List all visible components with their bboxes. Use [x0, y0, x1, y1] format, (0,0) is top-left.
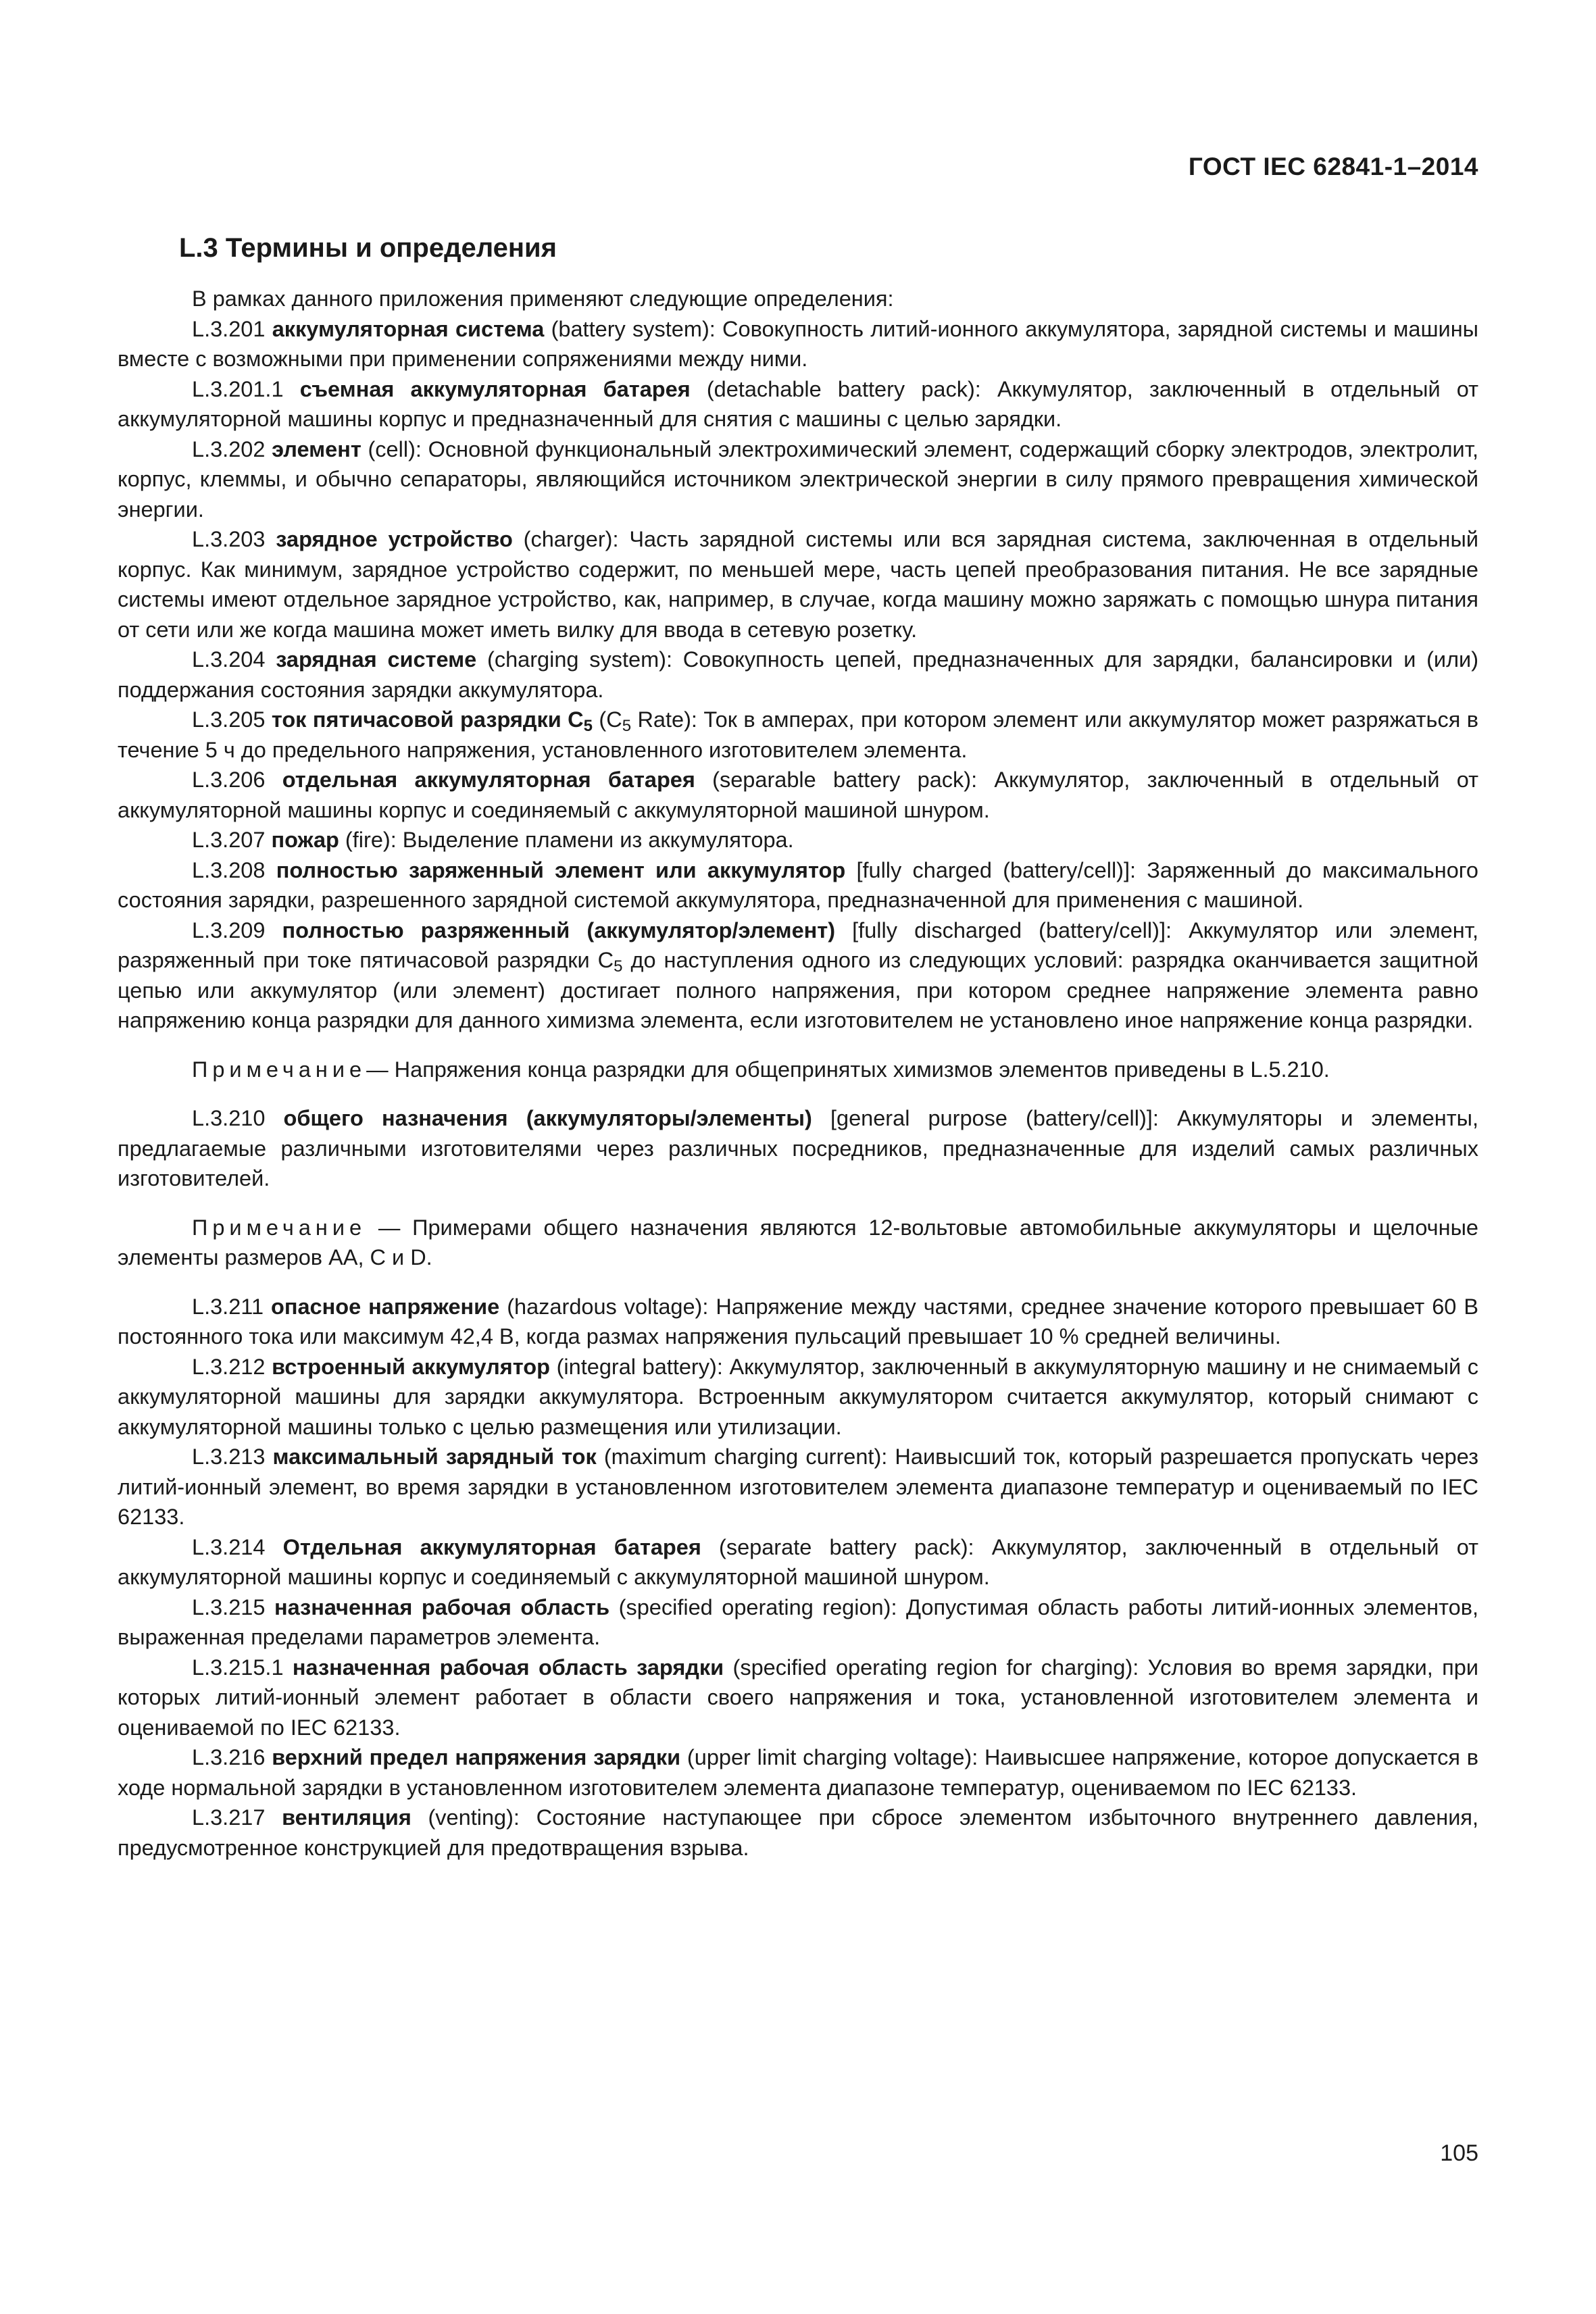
note-text: — Напряжения конца разрядки для общепринятых химизмов элементов приведены в L.5.210.: [366, 1057, 1330, 1082]
term-name: съемная аккумуляторная батарея: [299, 376, 691, 401]
term-definition: [118, 1742, 1478, 1803]
term-number: L.3.201.1: [192, 376, 284, 401]
term-text: (maximum charging current): Наивысший ток, который разрешается пропускать через литий-ионный элемент, во время зарядки в установленном изготовителем элемента диапазоне температур и оцениваемый по IEC 62133.: [118, 1444, 1479, 1529]
term-definition: [118, 765, 1478, 825]
note: [118, 1213, 1478, 1273]
term-name: назначенная рабочая область зарядки: [292, 1655, 724, 1680]
term-definition: [118, 855, 1478, 915]
term-text: (charging system): Совокупность цепей, предназначенных для зарядки, балансировки и (или) поддержания состояния зарядки аккумулятора.: [118, 647, 1479, 702]
term-text: (venting): Состояние наступающее при сбросе элементом избыточного внутреннего давления, предусмотренное конструкцией для предотвращения взрыва.: [118, 1805, 1478, 1860]
term-text: (battery system): Совокупность литий-ионного аккумулятора, зарядной системы и машины вместе с возможными при применении сопряжениями между ними.: [118, 316, 1478, 371]
term-name: назначенная рабочая область: [274, 1594, 610, 1619]
term-number: L.3.206: [192, 768, 266, 792]
term-number: L.3.214: [192, 1534, 266, 1559]
document-header: ГОСТ IEC 62841-1–2014: [1188, 153, 1478, 180]
term-definition: [118, 1653, 1478, 1743]
note-label: Примечание: [192, 1057, 367, 1082]
term-subscript: 5: [622, 717, 632, 735]
term-number: L.3.207: [192, 828, 266, 852]
term-definition: [118, 825, 1478, 855]
term-name: общего назначения (аккумуляторы/элементы): [283, 1106, 812, 1130]
term-text: (upper limit charging voltage): Наивысшее напряжение, которое допускается в ходе нормальной зарядки в установленном изготовителем элемента диапазоне температур, оцениваемом по IEC 62133.: [118, 1745, 1478, 1800]
term-number: L.3.216: [192, 1745, 266, 1769]
term-number: L.3.211: [192, 1294, 264, 1319]
term-number: L.3.208: [192, 857, 266, 882]
term-definition: [118, 645, 1478, 705]
term-text: (integral battery): Аккумулятор, заключенный в аккумуляторную машину и не снимаемый с аккумуляторной машины для зарядки аккумулятора. Встроенным аккумулятором считается аккумулятор, который снимают с аккумуляторной машины только с целью размещения или утилизации.: [118, 1354, 1479, 1439]
term-number: L.3.215.1: [192, 1655, 284, 1680]
term-definition: [118, 1803, 1478, 1863]
document-body: [118, 231, 1478, 1863]
term-subscript: 5: [583, 717, 593, 735]
term-definition: [118, 314, 1478, 374]
term-name-text: ток пятичасовой разрядки C: [271, 707, 584, 732]
term-number: L.3.212: [192, 1354, 266, 1379]
term-definition: [118, 1292, 1478, 1352]
note: [118, 1055, 1478, 1085]
term-number: L.3.209: [192, 917, 266, 942]
term-definition: [118, 1103, 1478, 1194]
term-text: (hazardous voltage): Напряжение между частями, среднее значение которого превышает 60 В постоянного тока или максимум 42,4 В, когда размах напряжения пульсаций превышает 10 % средней величины.: [118, 1294, 1479, 1349]
term-number: L.3.217: [192, 1805, 266, 1830]
term-name: зарядная системе: [276, 647, 477, 672]
term-definition: [118, 374, 1478, 434]
term-text: Rate): Ток в амперах, при котором элемент или аккумулятор может разряжаться в течение 5 ч до предельного напряжения, установленного изготовителем элемента.: [118, 707, 1479, 762]
term-name: полностью разряженный (аккумулятор/элемент): [282, 917, 836, 942]
term-number: L.3.210: [192, 1106, 266, 1130]
note-text: — Примерами общего назначения являются 12-вольтовые автомобильные аккумуляторы и щелочные элементы размеров АА, С и D.: [118, 1215, 1478, 1269]
term-text: (specified operating region): Допустимая область работы литий-ионных элементов, выраженная пределами параметров элемента.: [118, 1594, 1479, 1649]
term-text: (fire): Выделение пламени из аккумулятора.: [339, 828, 794, 852]
term-name: полностью заряженный элемент или аккумулятор: [276, 857, 846, 882]
term-number: L.3.202: [192, 436, 266, 461]
term-definition: [118, 915, 1478, 1036]
term-definition: [118, 434, 1478, 525]
term-name: [271, 707, 593, 735]
term-number: L.3.201: [192, 316, 266, 341]
note-label: Примечание: [192, 1215, 367, 1240]
term-number: L.3.204: [192, 647, 266, 672]
term-name: отдельная аккумуляторная батарея: [282, 768, 695, 792]
term-definition: [118, 1532, 1478, 1592]
term-text: (specified operating region for charging): Условия во время зарядки, при которых литий-ионный элемент работает в области своего напряжения и тока, установленной изготовителем элемента и оцениваемой по IEC 62133.: [118, 1655, 1478, 1740]
term-text: до наступления одного из следующих условий: разрядка оканчивается защитной цепью или аккумулятор (или элемент) достигает полного напряжения, при котором среднее напряжение элемента равно напряжению конца разрядки для данного химизма элемента, если изготовителем не установлено иное напряжение конца разрядки.: [118, 948, 1478, 1032]
section-intro: В рамках данного приложения применяют следующие определения:: [192, 286, 894, 311]
term-name: элемент: [272, 436, 361, 461]
term-name: аккумуляторная система: [272, 316, 545, 341]
term-name: встроенный аккумулятор: [272, 1354, 550, 1379]
section-title: L.3 Термины и определения: [179, 233, 557, 263]
term-definition: [118, 705, 1478, 765]
term-name: верхний предел напряжения зарядки: [272, 1745, 681, 1769]
page-number: 105: [1440, 2140, 1478, 2166]
term-definition: [118, 1442, 1478, 1532]
term-text: (detachable battery pack): Аккумулятор, заключенный в отдельный от аккумуляторной машины корпус и предназначенный для снятия с машины с целью зарядки.: [118, 376, 1478, 431]
term-text: [general purpose (battery/cell)]: Аккумуляторы и элементы, предлагаемые различными изготовителями через различных посредников, предназначенные для изделий самых различных изготовителей.: [118, 1106, 1478, 1190]
term-text-prefix: [fully discharged (battery/cell)]: Аккумулятор или элемент, разряженный при токе пятичасовой разрядки C: [118, 917, 1478, 972]
term-subscript: 5: [614, 957, 623, 976]
term-text: (charger): Часть зарядной системы или вся зарядная система, заключенная в отдельный корпус. Как минимум, зарядное устройство содержит, по меньшей мере, часть цепей преобразования питания. Не все зарядные системы имеют отдельное зарядное устройство, как, например, в случае, когда машину можно заряжать с помощью шнура питания от сети или же когда машина может иметь вилку для ввода в сетевую розетку.: [118, 527, 1479, 642]
term-name: опасное напряжение: [271, 1294, 500, 1319]
term-definition: [118, 524, 1478, 645]
term-name: зарядное устройство: [276, 527, 513, 551]
term-number: L.3.205: [192, 707, 266, 732]
term-name: максимальный зарядный ток: [272, 1444, 597, 1469]
term-text: [fully charged (battery/cell)]: Заряженный до максимального состояния зарядки, разрешенного зарядной системой аккумулятора, предназначенной для применения с машиной.: [118, 857, 1478, 912]
term-text: (cell): Основной функциональный электрохимический элемент, содержащий сборку электродов, электролит, корпус, клеммы, и обычно сепараторы, являющийся источником электрической энергии в силу прямого превращения химической энергии.: [118, 436, 1479, 522]
term-name: пожар: [271, 828, 339, 852]
term-name: вентиляция: [282, 1805, 412, 1830]
term-definition: [118, 1352, 1478, 1442]
term-number: L.3.213: [192, 1444, 266, 1469]
term-text: (separable battery pack): Аккумулятор, заключенный в отдельный от аккумуляторной машины корпус и соединяемый с аккумуляторной машиной шнуром.: [118, 768, 1479, 822]
term-text-prefix: (C: [592, 707, 622, 732]
term-name: Отдельная аккумуляторная батарея: [282, 1534, 701, 1559]
term-number: L.3.203: [192, 527, 266, 551]
term-number: L.3.215: [192, 1594, 266, 1619]
term-text: (separate battery pack): Аккумулятор, заключенный в отдельный от аккумуляторной машины корпус и соединяемый с аккумуляторной машиной шнуром.: [118, 1534, 1478, 1589]
term-definition: [118, 1592, 1478, 1653]
